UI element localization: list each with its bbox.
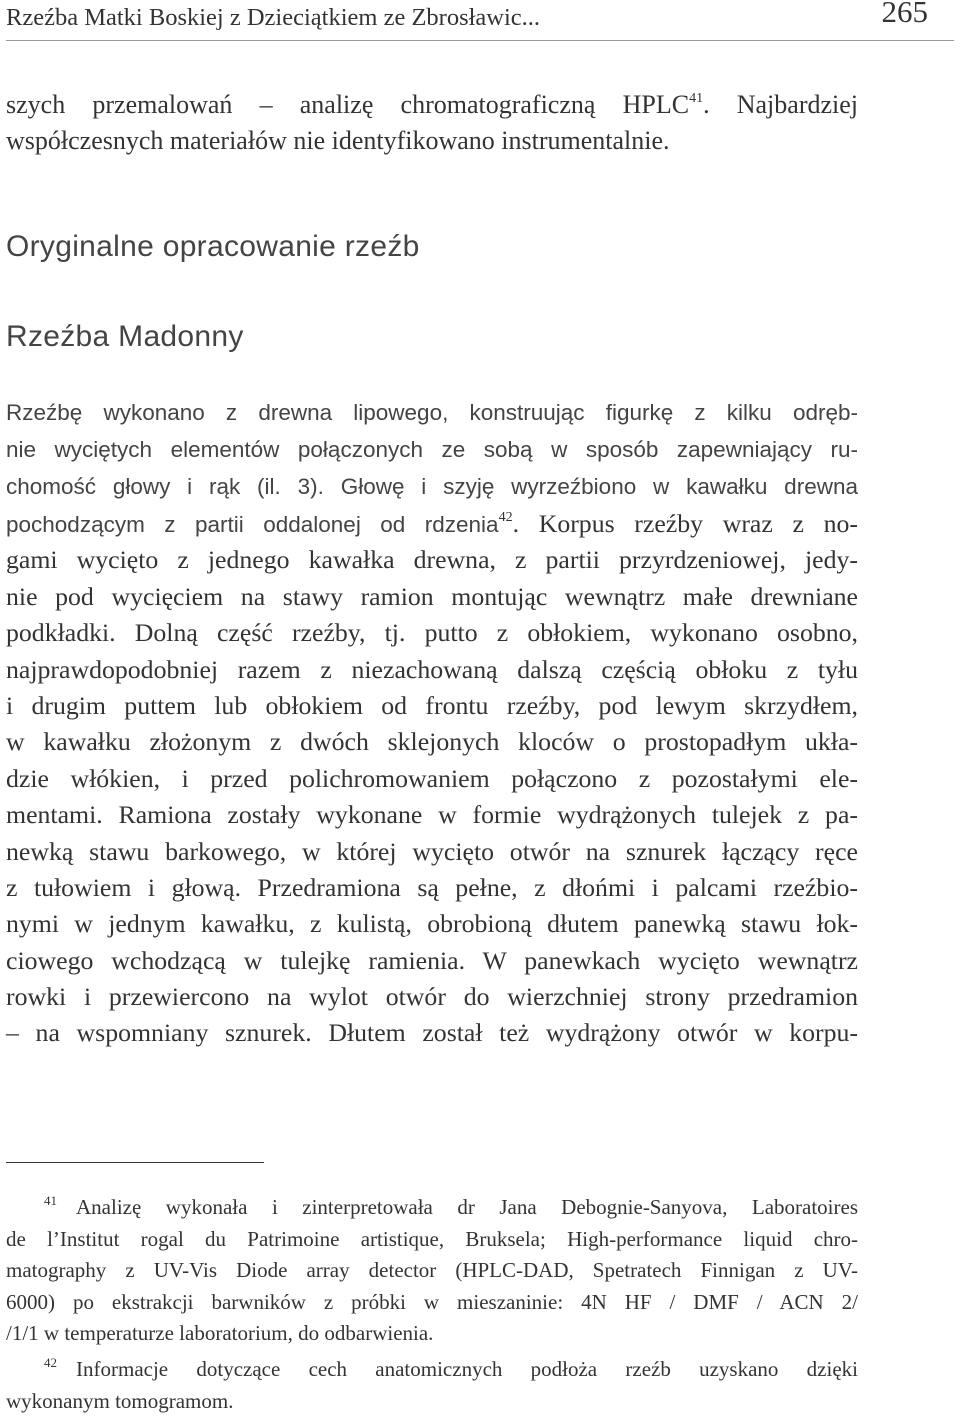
footnote-41-line: de l’Institut rogal du Patrimoine artistique, Bruksela; High-performance liquid chro-	[6, 1226, 858, 1251]
running-header	[6, 0, 954, 41]
footnote-41-line: 6000) po ekstrakcji barwników z próbki w mieszaninie: 4N HF / DMF / ACN 2/	[6, 1289, 858, 1314]
intro-paragraph	[6, 87, 858, 159]
paragraph-main	[6, 506, 858, 1052]
text-line: newką stawu barkowego, w której wycięto otwór na sznurek łączący ręce	[6, 836, 858, 866]
footnote-42-line: wykonanym tomogramom.	[6, 1388, 234, 1413]
footnote-ref-42[interactable]: 42	[498, 510, 513, 525]
footnote-41-line: matography z UV-Vis Diode array detector (HPLC-DAD, Spetratech Finnigan z UV-	[6, 1258, 858, 1283]
text-line: nie pod wycięciem na stawy ramion montując wewnątrz małe drewniane	[6, 581, 858, 611]
text-line: z tułowiem i głową. Przedramiona są pełne, z dłońmi i palcami rzeźbio-	[6, 872, 858, 902]
text-line: gami wycięto z jednego kawałka drewna, z partii przyrdzeniowej, jedy-	[6, 545, 858, 575]
footnotes	[6, 1192, 858, 1417]
text-line: podkładki. Dolną część rzeźby, tj. putto z obłokiem, wykonano osobno,	[6, 618, 858, 648]
text-line: nie wyciętych elementów połączonych ze sobą w sposób zapewniający ru-	[6, 437, 858, 462]
text-line: mentami. Ramiona zostały wykonane w formie wydrążonych tulejek z pa-	[6, 800, 858, 830]
text-line: chomość głowy i rąk (il. 3). Głowę i szyję wyrzeźbiono w kawałku drewna	[6, 474, 858, 499]
text-line: w kawałku złożonym z dwóch sklejonych kloców o prostopadłym ukła-	[6, 727, 858, 757]
text-line: szych przemalowań – analizę chromatograficzną HPLC$^{41}$. Najbardziej	[6, 90, 858, 119]
text-line: rowki i przewiercono na wylot otwór do wierzchniej strony przedramion	[6, 982, 858, 1012]
paragraph-sans	[6, 394, 858, 505]
text-line: ciowego wchodzącą w tulejkę ramienia. W panewkach wycięto wewnątrz	[6, 945, 858, 975]
footnote-separator	[6, 1162, 264, 1163]
footnote-41-line: 41 Analizę wykonała i zinterpretowała dr Jana Debognie-Sanyova, Laboratoires	[44, 1193, 858, 1219]
text-line: najprawdopodobniej razem z niezachowaną dalszą częścią obłoku z tyłu	[6, 654, 858, 684]
section-heading: Oryginalne opracowanie rzeźb	[6, 230, 420, 263]
text-line: współczesnych materiałów nie identyfikowano instrumentalnie.	[6, 126, 670, 156]
text-line: i drugim puttem lub obłokiem od frontu rzeźby, pod lewym skrzydłem,	[6, 690, 858, 720]
text-line: – na wspomniany sznurek. Dłutem został też wydrążony otwór w korpu-	[6, 1018, 858, 1048]
page-number: 265	[881, 0, 928, 29]
footnote-ref-41[interactable]: 41	[689, 91, 704, 106]
footnote-41-line: /1/1 w temperaturze laboratorium, do odbarwienia.	[6, 1321, 434, 1346]
text-line: nymi w jednym kawałku, z kulistą, obrobioną dłutem panewką stawu łok-	[6, 909, 858, 939]
footnote-42-line: 42 Informacje dotyczące cech anatomicznych podłoża rzeźb uzyskano dzięki	[44, 1354, 858, 1381]
text-line: Rzeźbę wykonano z drewna lipowego, konstruując figurkę z kilku odręb-	[6, 400, 858, 425]
text-line: dzie włókien, i przed polichromowaniem połączono z pozostałymi ele-	[6, 763, 858, 793]
text-line: pochodzącym z partii oddalonej od rdzenia$^{42}$. Korpus rzeźby wraz z no-	[6, 509, 858, 538]
running-title: Rzeźba Matki Boskiej z Dzieciątkiem ze Zbrosławic...	[6, 4, 541, 31]
subsection-heading: Rzeźba Madonny	[6, 320, 244, 353]
